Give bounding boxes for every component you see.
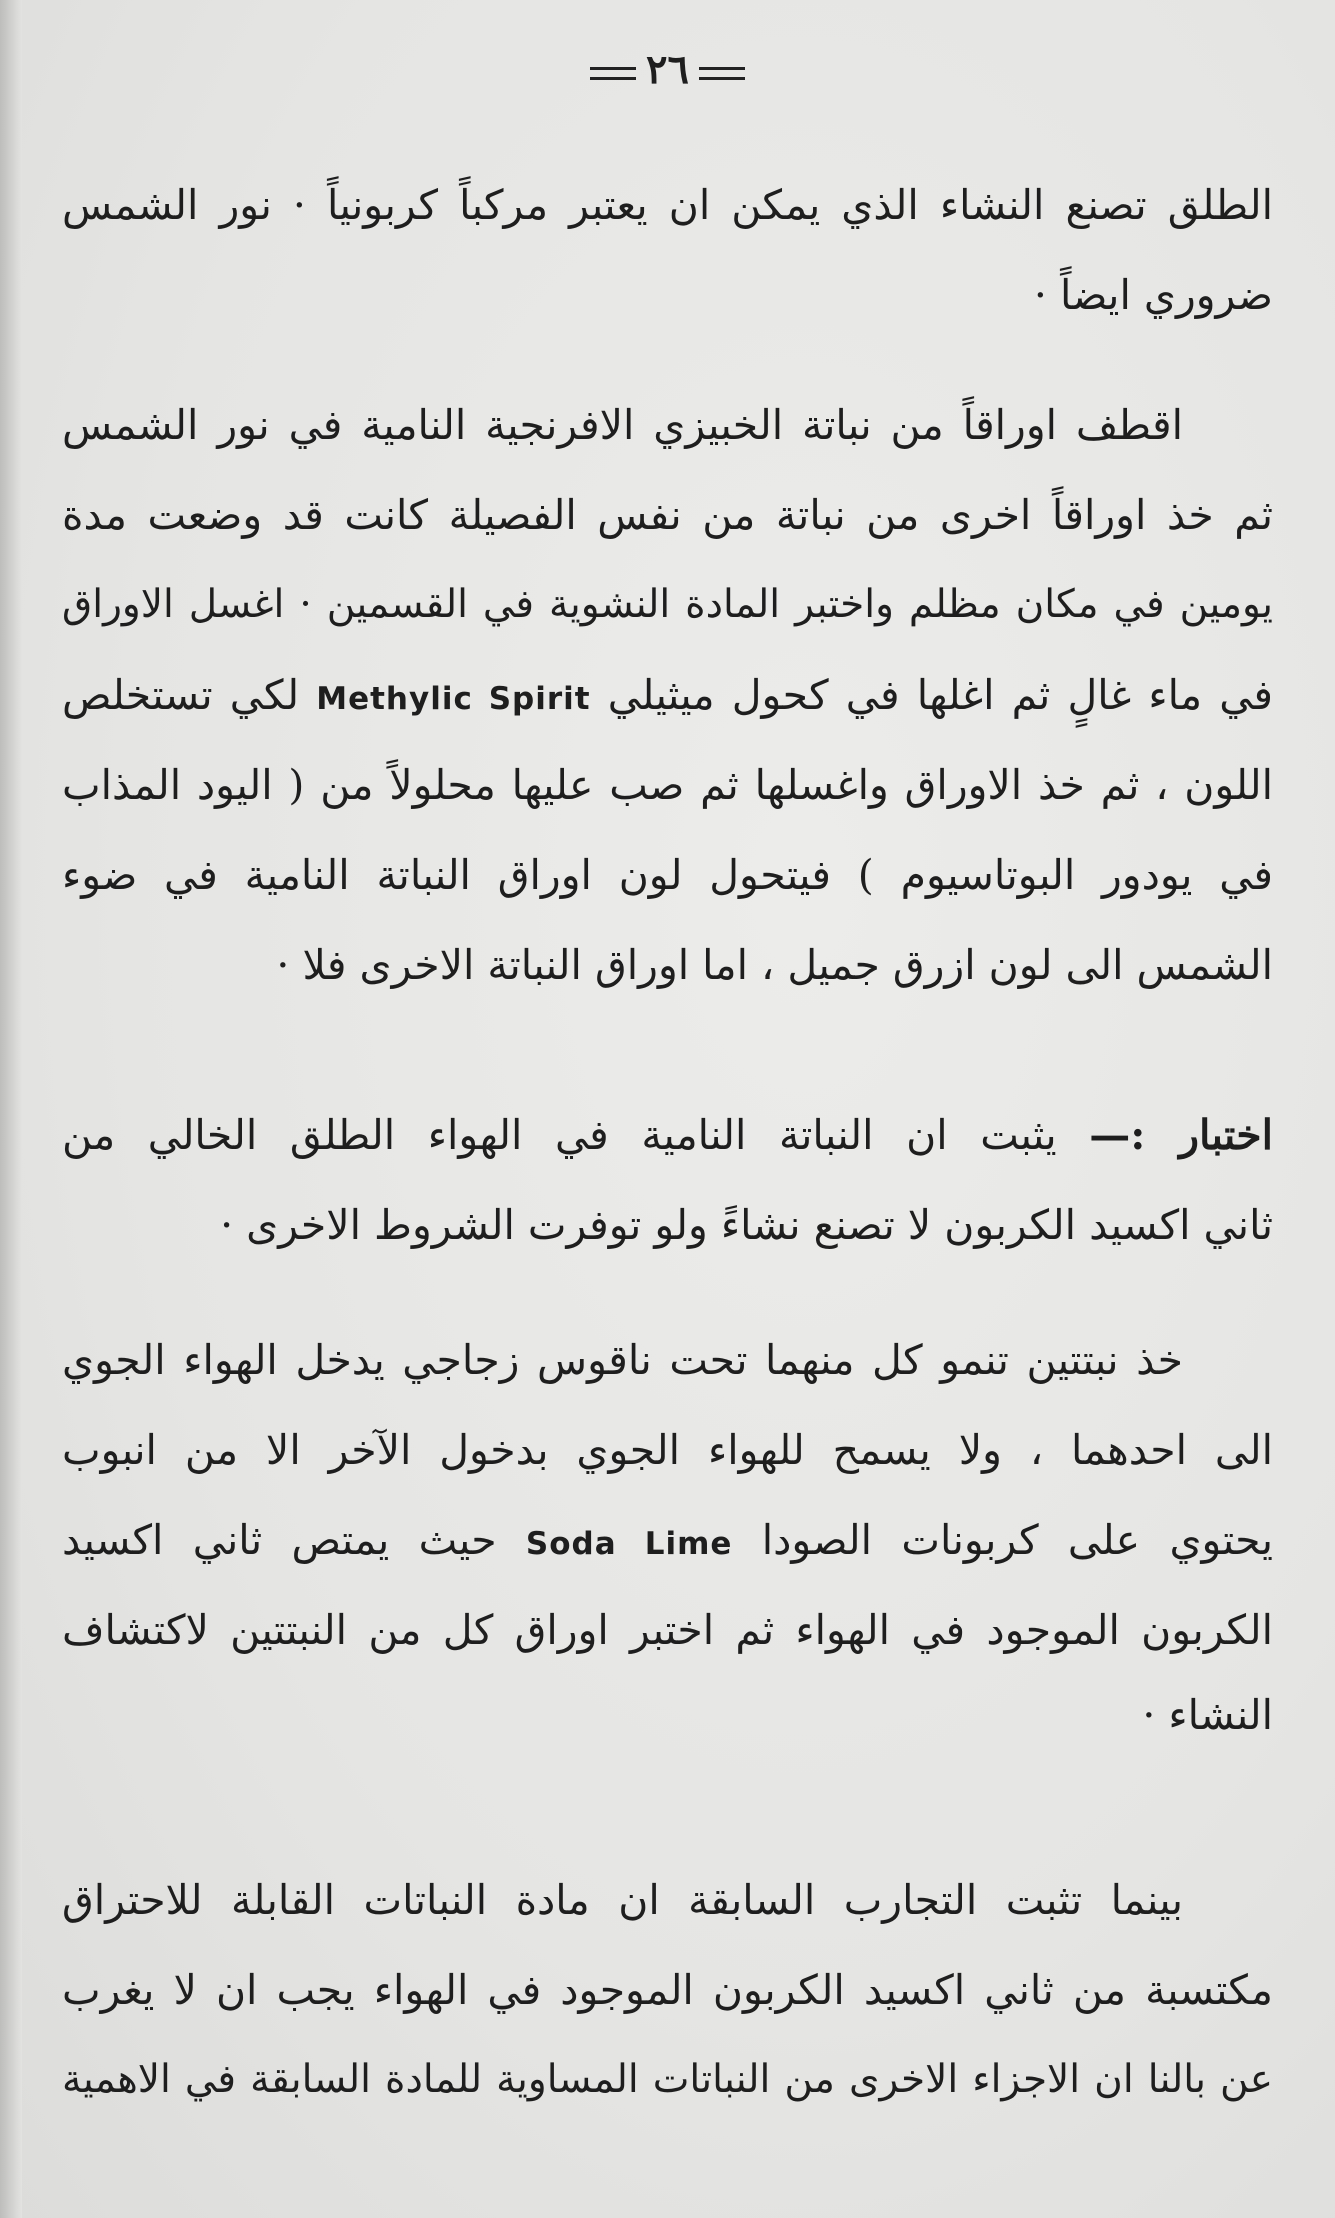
text-line: ثم خذ اوراقاً اخرى من نباتة من نفس الفصيلة كانت قد وضعت مدة bbox=[62, 491, 1273, 539]
text-line: الكربون الموجود في الهواء ثم اختبر اوراق كل من النبتتين لاكتشاف bbox=[62, 1606, 1273, 1654]
text-line: اقطف اوراقاً من نباتة الخبيزي الافرنجية النامية في نور الشمس bbox=[62, 401, 1183, 449]
text-segment: يثبت ان النباتة النامية في الهواء الطلق الخالي من bbox=[62, 1111, 1057, 1159]
section-label: اختبار :— bbox=[1089, 1111, 1273, 1159]
binding-shadow bbox=[0, 0, 22, 2218]
text-line bbox=[62, 1085, 1273, 1185]
text-line: في يودور البوتاسيوم ) فيتحول لون اوراق النباتة النامية في ضوء bbox=[62, 851, 1273, 899]
text-line: النشاء · bbox=[1142, 1691, 1273, 1739]
text-line: اللون ، ثم خذ الاوراق واغسلها ثم صب عليها محلولاً من ( اليود المذاب bbox=[62, 761, 1273, 809]
text-line: الطلق تصنع النشاء الذي يمكن ان يعتبر مركباً كربونياً · نور الشمس bbox=[62, 181, 1273, 229]
text-segment: لكي تستخلص bbox=[62, 671, 300, 719]
text-line: ضروري ايضاً · bbox=[1033, 271, 1273, 319]
text-line: الشمس الى لون ازرق جميل ، اما اوراق النباتة الاخرى فلا · bbox=[276, 941, 1273, 989]
dash-ornament bbox=[699, 67, 745, 80]
text-line bbox=[62, 1490, 1273, 1590]
text-segment: يحتوي على كربونات الصودا bbox=[761, 1516, 1273, 1564]
dash-ornament bbox=[590, 67, 636, 80]
text-line: عن بالنا ان الاجزاء الاخرى من النباتات المساوية للمادة السابقة في الاهمية bbox=[62, 2057, 1273, 2102]
text-line: يومين في مكان مظلم واختبر المادة النشوية في القسمين · اغسل الاوراق bbox=[62, 582, 1273, 627]
text-line bbox=[62, 645, 1273, 745]
page-number-text: ٢٦ bbox=[646, 46, 689, 93]
page-number bbox=[0, 46, 1335, 93]
text-line: بينما تثبت التجارب السابقة ان مادة النباتات القابلة للاحتراق bbox=[62, 1876, 1183, 1924]
text-line: ثاني اكسيد الكربون لا تصنع نشاءً ولو توفرت الشروط الاخرى · bbox=[220, 1201, 1273, 1249]
text-line: الى احدهما ، ولا يسمح للهواء الجوي بدخول الآخر الا من انبوب bbox=[62, 1426, 1273, 1474]
latin-term: Soda Lime bbox=[525, 1526, 733, 1562]
latin-term: Methylic Spirit bbox=[316, 681, 591, 717]
text-segment: حيث يمتص ثاني اكسيد bbox=[62, 1516, 497, 1564]
text-line: مكتسبة من ثاني اكسيد الكربون الموجود في الهواء يجب ان لا يغرب bbox=[62, 1966, 1273, 2014]
text-line: خذ نبتتين تنمو كل منهما تحت ناقوس زجاجي يدخل الهواء الجوي bbox=[62, 1336, 1183, 1384]
text-segment: في ماء غالٍ ثم اغلها في كحول ميثيلي bbox=[607, 671, 1273, 719]
